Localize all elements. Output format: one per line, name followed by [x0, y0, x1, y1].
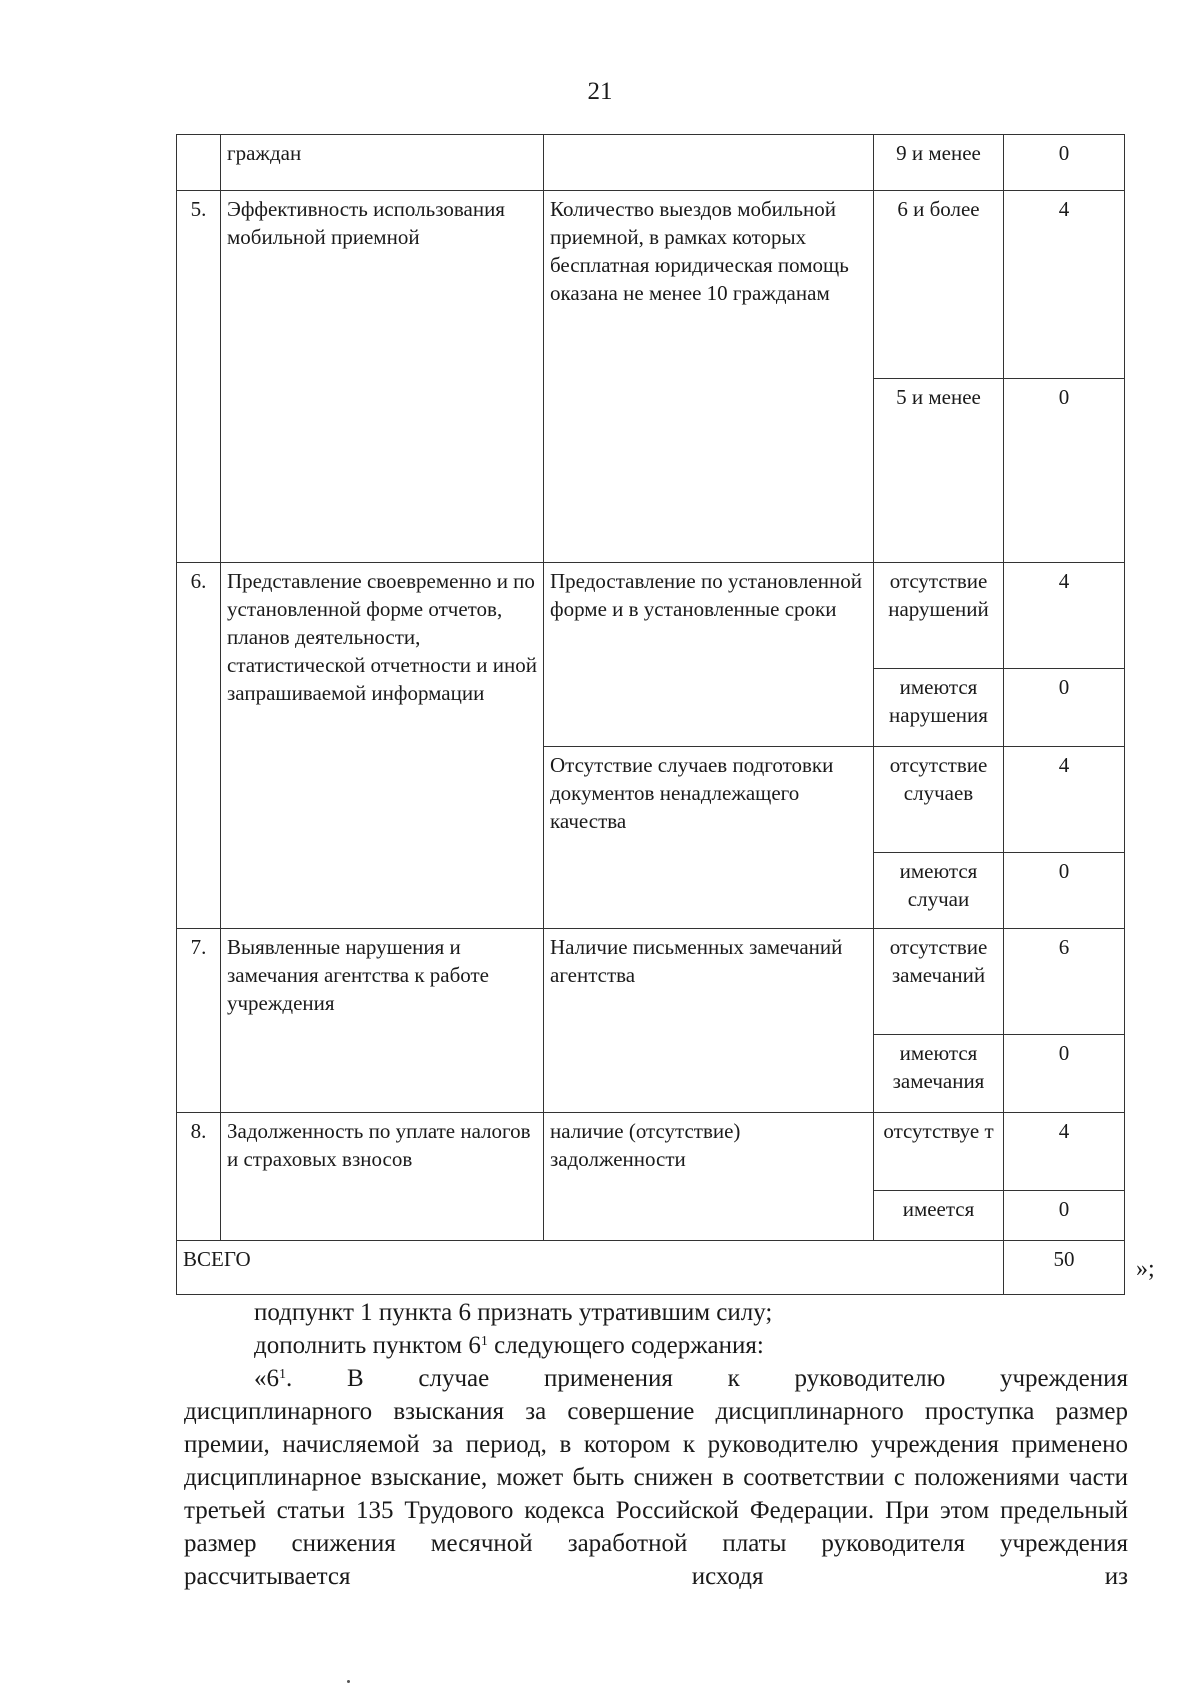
text-fragment: «6 — [254, 1365, 279, 1392]
row-number: 5. — [177, 191, 221, 563]
indicator-cell: отсутствие случаев — [874, 747, 1004, 853]
paragraph-line — [184, 1329, 1128, 1362]
parameter-cell: наличие (отсутствие) задолженности — [544, 1113, 874, 1241]
superscript: 1 — [480, 1334, 488, 1349]
criterion-cell: Выявленные нарушения и замечания агентства к работе учреждения — [221, 929, 544, 1113]
scan-speck — [347, 1680, 350, 1683]
points-cell: 0 — [1004, 853, 1125, 929]
paragraph-line — [184, 1362, 1128, 1395]
closing-quote: »; — [1136, 1256, 1155, 1282]
row-number: 8. — [177, 1113, 221, 1241]
paragraph: дисциплинарного взыскания за совершение дисциплинарного проступка размер премии, начисляемой за период, в котором к руководителю учреждения применено дисциплинарное взыскание, может быть снижен в соответствии с положениями части третьей статьи 135 Трудового кодекса Российской Федерации. При этом предельный размер снижения месячной заработной платы руководителя учреждения рассчитывается исходя из — [184, 1398, 1128, 1590]
parameter-cell — [544, 135, 874, 191]
parameter-cell: Отсутствие случаев подготовки документов ненадлежащего качества — [544, 747, 874, 929]
page-number: 21 — [587, 78, 613, 105]
indicator-cell: имеется — [874, 1191, 1004, 1241]
criterion-cell: граждан — [221, 135, 544, 191]
table-row — [177, 135, 1125, 191]
text-fragment: дополнить пунктом 6 — [254, 1332, 481, 1359]
table-row — [177, 563, 1125, 669]
indicator-cell: отсутствие нарушений — [874, 563, 1004, 669]
indicator-cell: имеются случаи — [874, 853, 1004, 929]
parameter-cell: Предоставление по установленной форме и в установленные сроки — [544, 563, 874, 747]
points-cell: 4 — [1004, 563, 1125, 669]
table-row — [177, 929, 1125, 1035]
superscript: 1 — [279, 1367, 286, 1382]
criterion-cell: Эффективность использования мобильной приемной — [221, 191, 544, 563]
text-fragment: следующего содержания: — [487, 1332, 764, 1359]
criteria-table — [176, 134, 1125, 1295]
points-cell: 4 — [1004, 747, 1125, 853]
criterion-cell: Задолженность по уплате налогов и страховых взносов — [221, 1113, 544, 1241]
total-label: ВСЕГО — [177, 1241, 1004, 1295]
row-number — [177, 135, 221, 191]
indicator-cell: имеются замечания — [874, 1035, 1004, 1113]
indicator-cell: отсутствуе т — [874, 1113, 1004, 1191]
table-row — [177, 1113, 1125, 1191]
row-number: 7. — [177, 929, 221, 1113]
points-cell: 6 — [1004, 929, 1125, 1035]
indicator-cell: 9 и менее — [874, 135, 1004, 191]
points-cell: 0 — [1004, 669, 1125, 747]
row-number: 6. — [177, 563, 221, 929]
parameter-cell: Количество выездов мобильной приемной, в рамках которых бесплатная юридическая помощь оказана не менее 10 гражданам — [544, 191, 874, 563]
text-fragment: . В случае применения к руководителю учреждения — [286, 1365, 1128, 1392]
indicator-cell: 6 и более — [874, 191, 1004, 379]
indicator-cell: 5 и менее — [874, 379, 1004, 563]
points-cell: 4 — [1004, 1113, 1125, 1191]
table-row — [177, 191, 1125, 379]
total-value: 50 — [1004, 1241, 1125, 1295]
body-text — [184, 1296, 1128, 1593]
points-cell: 0 — [1004, 1035, 1125, 1113]
indicator-cell: отсутствие замечаний — [874, 929, 1004, 1035]
points-cell: 4 — [1004, 191, 1125, 379]
table-row — [177, 1241, 1125, 1295]
indicator-cell: имеются нарушения — [874, 669, 1004, 747]
paragraph-line: подпункт 1 пункта 6 признать утратившим силу; — [254, 1299, 773, 1326]
parameter-cell: Наличие письменных замечаний агентства — [544, 929, 874, 1113]
points-cell: 0 — [1004, 1191, 1125, 1241]
criterion-cell: Представление своевременно и по установленной форме отчетов, планов деятельности, статистической отчетности и иной запрашиваемой информации — [221, 563, 544, 929]
points-cell: 0 — [1004, 379, 1125, 563]
points-cell: 0 — [1004, 135, 1125, 191]
